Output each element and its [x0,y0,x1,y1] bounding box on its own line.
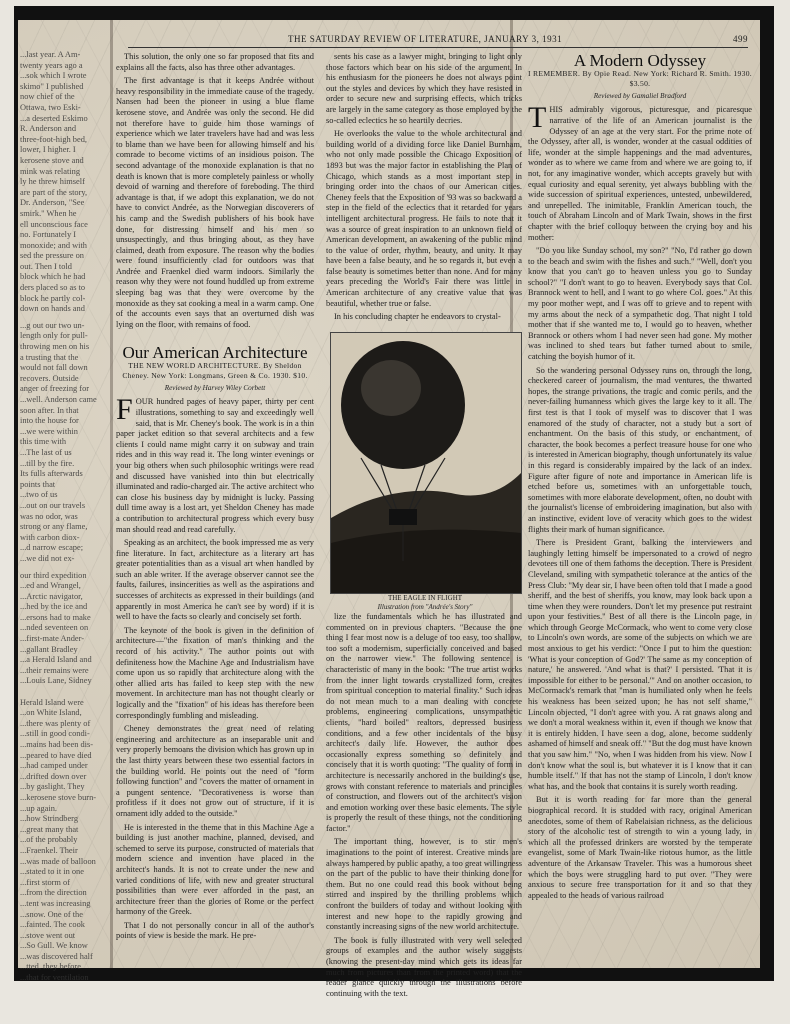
paragraph: "Do you like Sunday school, my son?" "No, I'd rather go down to the beach and swim with the fishes and such." "Well, don't you know that you can't go to heaven unless you go to Sunday school?" "I don't want to go to heaven. Everybody says that Col. Brannock went to hell, and I want to go where Col. goes." At this my poor mother wept, and I was off to grieve and to repent with my arms about the neck of a sympathetic dog. That night I told mother that if she wanted me to, I would go to heaven, whether Brannock or others whom I had never seen had gone. My mother was inclined to shed tears but father turned about to smile, catching the boyish humor of it. [528,246,752,362]
fragment-line: ...that for ventilation [20,973,89,983]
paragraph: So the wandering personal Odyssey runs on, through the long, checkered career of journalism, the mad ventures, the thwarted hopes, the strange privations, the tragic and comic perils, and the never-failing humanness which gives the large key to it all. The first test is that I took of myself was to discover that I was enamored of the study of character, not a study but a sort of enchantment. On the basis of this study, or enchantment, of character, the book becomes a perfect treasure house for one who is interested in American biography, though unfortunately its value in this regard is considerably impaired by the lack of an index. Figure after figure of note and importance in American life is etched before us, sometimes with an unforgettable touch, sometimes with more elaborate development, often, no doubt with the journalist's license of embroidering imagination, but also with an instinctive, evident love of veracity which goes to the widest flights their mark of human significance. [528,365,752,534]
fragment-line: ...stove went out [20,930,76,940]
paragraph: There is President Grant, balking the interviewers and laughingly letting himself be impersonated to a crowd of negro devotees till one of them fathoms the deception. There is President Cleveland, smiling with sympathetic tolerance at the antics of the Press Club: "My dear sir, I have been often told that I made a good sheriff, and the best of sheriffs, you know, may look back upon a time when they were rounders. Don't let my presence put restraint upon your festivities." Best of all there is the Lincoln page, in which through George McCormack, who went to come very close to Lincoln's own words, are some of the subjects on which we are most anxious to get his verdict: "Once I put to him the question: 'What is your conception of God?' The same as my conception of nature,' he answered. 'And what is that?' I persisted. 'That it is impossible for either to be personal.'" And on another occasion, to McCormack's remark that "man is humiliated only when he feels his weakness has been seized upon; he has not self shame," Lincoln objected, "I don't agree with you. A rat gnaws along and we don't a moral weakness within it, even if though we know that it is entirely hidden. I have seen a dog, alone, become suddenly ashamed of himself and sneak off." "But the dog must have known that you saw him." "No, when I was hidden from his view. Now I don't know what the soul is, but whatever it is I know that it can humble itself." If that has not the stamp of Lincoln, I don't know what has, and the book that contains it is surely worth reading. [528,538,752,791]
fragment-line: ...first-mate Ander- [20,634,85,644]
fragment-line: was no odor, was [20,511,78,521]
fragment-line: monoxide; and with [20,240,87,250]
fragment-line: ...drifted down over [20,771,87,781]
fragment-line: ...stated to it in one [20,867,84,877]
reviewer-byline: Reviewed by Gamaliel Bradford [593,91,687,100]
fragment-line: strong or any flame, [20,522,88,532]
odyssey-review [528,52,752,960]
fragment-line: our third expedition [20,570,87,580]
foreground-ground [331,530,521,593]
fragment-line: a trusting that the [20,352,79,362]
article-heading: A Modern Odyssey [573,51,707,70]
magazine-title: THE SATURDAY REVIEW OF LITERATURE, JANUARY 3, 1931 [288,34,563,44]
fragment-line: ...from the direction [20,888,87,898]
header-rule [128,47,748,48]
fragment-line: no. Fortunately I [20,230,77,240]
caption-title: THE EAGLE IN FLIGHT [387,594,463,602]
fragment-line: ...tted, they before [20,962,81,972]
paragraph: sents his case as a lawyer might, bringing to light only those factors which bear on his side of the argument. In his enthusiasm for the pioneers he does not always point out the styles and devices by which they have resisted in order to secure new and surprising effects, which tricks are largely in the same category as those employed by the so-called eclectics he so heartily decries. [326,52,522,125]
fragment-line: Its fulls afterwards [20,469,83,479]
balloon-highlight [361,360,421,416]
paragraph: The keynote of the book is given in the definition of architecture—"the fixation of man's thinking and the record of his activity." The author points out with definiteness how the Machine Age and Industrialism have come upon us so rapidly that architecture along with the other allied arts has failed to keep step with the new movement. In architecture man has not thought clearly or logically and the "fixation" of his ideas has therefore been correspondingly fumbling and misleading. [116,625,314,720]
paragraph: The important thing, however, is to stir men's imaginations to the point of interest. Creative minds are always hampered by public apathy, a too great willingness on the part of the public to have their thinking done for them. But no one could read this book without being stirred and inspired by the thrilling problems which confront the builders of today and without looking with interest and new hope to the rapidly growing and constantly increasing signs of the new world architecture. [326,837,522,932]
fragment-line: ...we were within [20,426,78,436]
fragment-line: ...was made of balloon [20,856,96,866]
fragment-line: ...on White Island, [20,708,82,718]
fragment-line: block he partly col- [20,293,86,303]
fragment-line: ...till by the fire. [20,458,75,468]
fragment-line: ell unconscious face [20,219,88,229]
running-header [128,34,748,48]
fragment-line: ...how Strindberg [20,814,79,824]
fragment-line: mink was relating [20,166,81,176]
fragment-line: ...their remains were [20,665,89,675]
fragment-line: ...Louis Lane, Sidney [20,676,92,686]
paragraph: The first advantage is that it keeps Andrée without heavy responsibility in the immediate cause of the tragedy. Nansen had been the pioneer in using a blue flame kerosene stove, and Andrée was only the second. He did not therefore have to guide him those warnings of experience which we later travelers have had and was less to blame than we have been for allowing himself and his comrade to become victims of an insidious poison. The second advantage of the monoxide explanation is that no death is known that is more completely painless or wholly devoid of warning and therefore of foreboding. The third advantage is that, if we adopt this explanation, we do not have to convict Andrée, as the Norwegian discoverers of his camp and the Swedish publishers of his book have done, for distressing himself and his men so unsuspectingly, and thus bringing about, as they have claimed, death from exposure. The reason why the bodies were found insufficiently clad for outdoors was that Andrée and Fraenkel died warm indoors. Similarly the reason why they were not found huddled up from extreme sleeping bag was that they were overcome by the monoxide as they sat cooking a meal in a warm camp. One of the accounts even says that an overturned dish was lying on the floor, with remains of food. [116,76,314,329]
fragment-line: recovers. Outside [20,373,79,383]
fragment-line: kerosene stove and [20,155,84,165]
article-heading: Our American Architecture [122,343,308,362]
fragment-line: sed the pressure on [20,251,84,261]
fragment-line: ...fainted. The cook [20,920,85,930]
fragment-line: ...The last of us [20,447,72,457]
fragment-block [20,321,104,565]
paragraph: This solution, the only one so far proposed that fits and explains all the facts, also has three other advantages. [116,52,314,72]
paragraph: He is interested in the theme that in this Machine Age a building is just another machine, planned, devised, and schemed to serve its purpose, constructed of materials that modern science and invention have placed in the architect's hands. It is not to create under the new and varied conditions of life, with new and greater structural possibilities than were ever afforded in the past, an architecture freer than the glories of Rome or the perfect harmony of the Greek. [116,822,314,917]
drop-cap: T [528,101,547,135]
fragment-line: ...peared to have died [20,750,92,760]
paragraph: lize the fundamentals which he has illustrated and commented on in previous chapters. "Because the one thing I fear most now is a deluge of too easy, too shallow, too soft a modernism, superficially conceived and based on the narrower view." The following sentence is characteristic of many in the book: "The true artist works from the inner light towards crystallized form, creates from spiritual conception to material finality." Such ideas do not mean much to a man dealing with concrete problems, engineering complications, unsympathetic clients, "hard boiled" realtors, depressed business conditions, and a few other incidentals of the busy architect's daily life. However, the author does occasionally express something so definitely and concisely that it is worth quoting: "The quality of form in architecture is necessarily anchored in the building's use, grows with constant reference to materials and principles of construction, and flowers out of the architect's vision and emotion working over these basic elements. The style is properly the result of these things, not the conditioning factor." [326,612,522,833]
fragment-line: ...had camped under [20,761,88,771]
fragment-line: ...nded seventeen on [20,623,89,633]
fold-line [110,20,113,968]
paragraph: The book is fully illustrated with very well selected groups of examples and the author wisely suggests (knowing the present-day mind which gets its ideas far much from pictures than from the printed word) that the reader glance quickly through the illustrations before continuing with the text. [326,935,522,998]
fragment-line: ...ersons had to make [20,612,91,622]
fragment-line: ...first storm of [20,877,71,887]
fragment-line: three-foot-high bed, [20,134,87,144]
article-body [528,101,752,901]
fragment-line: smirk." When he [20,208,77,218]
fragment-line: ...we did not ex- [20,553,75,563]
fragment-line: ...two of us [20,490,58,500]
fragment-line: would not fall down [20,363,88,373]
andree-conclusion-column [116,52,314,352]
fragment-line: ders placed so as to [20,283,86,293]
book-citation: I REMEMBER. By Opie Read. New York: Richard R. Smith. 1930. $3.50. [528,68,752,89]
page-number: 499 [733,34,748,44]
fragment-line: now chief of the [20,92,75,102]
architecture-review-conclusion [326,612,522,998]
paragraph: But it is worth reading for far more than the general biographical record. It is studded with racy, original American anecdotes, some of them of Rabelaisian richness, as the delicious story of the alcoholic test of strength to win a young lady, in which all the professed drinkers are worsted by the temperate evangelist, some of Mark Twain-like riotous humor, as the little adventure of the Arkansaw Traveler. This was a humorous sheet which the boys were struggling hard to put over. "They were anxious to secure free transportation for it and so that they appealed to the heads of various railroad [528,795,752,900]
fragment-line: ...snow. One of the [20,909,83,919]
fragment-line: twenty years ago a [20,60,83,70]
fragment-line: Dr. Anderson, "See [20,198,85,208]
balloon-basket [389,509,417,525]
left-fragment-column [20,50,104,983]
fragment-line: ...a deserted Eskimo [20,113,88,123]
fragment-line: R. Anderson and [20,124,77,134]
fragment-line: this time with [20,437,67,447]
article-body [116,393,314,942]
paragraph: THIS admirably vigorous, picturesque, and picaresque narrative of the life of an American journalist is the Odyssey of an age at the very start. For the prime note of the Odyssey, after all, is wonder, wonder at the casual oddities of life, wonder at the simple happenings and the mad adventures, wonder as to where we came from and where we are going to, if not, for any imaginative wonder, which accepts gravely but with equal curiosity and equal serenity, yet always bubbling with the wide succession of spiritual experiences, untested, unbewildered, and unrepelled. The inimitable, Franklin American touch, the touch of Abraham Lincoln and of Mark Twain, shows in the first chapter with the brief colloquy between the crying boy and his mother: [528,101,752,242]
fragment-line: with carbon diox- [20,532,80,542]
paragraph: He overlooks the value to the whole architectural and building world of a dividing force like Daniel Burnham, who not only made possible the Chicago Exposition of 1893 but was the major factor in establishing the Plan of Chicago, which stands as a most important step in bringing order into the chaos of our American cities. Cheney feels that the Exposition of '93 was so backward a step in the field of the eclectics that it retarded for years intelligent architectural progress. He fails to note that it was a source of great inspiration to an unknown field of American development, an awakening of the public mind to the value of order, rhythm, beauty, and unity. It may have been a false beauty, and he so regards it, but even a false beauty is sometimes better than none. And for many years preceding the World's Fair there was little in American architecture of any creative value that was beautiful, whether true or false. [326,129,522,308]
fragment-line: ...mains had been dis- [20,740,94,749]
paragraph: Speaking as an architect, the book impressed me as very fine literature. In fact, architecture as a literary art has greater potentialities than as a visual art when handled by such an able writer. If the average observer cannot see the faults, failures, insincerities as well as the aspirations and successes of architects as expressed in their buildings (and apparently in most America he can't see by word) if it is well to have the facts so clearly and concisely set forth. [116,538,314,622]
fragment-line [20,687,104,698]
fragment-line: points that [20,479,56,489]
fragment-line: ...So Gull. We know [20,941,88,951]
illustration-caption [330,594,520,612]
fragment-line: ...g out our two un- [20,320,85,330]
fragment-block [20,571,104,984]
paragraph: Cheney demonstrates the great need of relating engineering and architecture as an inseparable unit and very properly bemoans the division which has grown up in the last thirty years between these two essential factors in the building world. He points out the need of "form following function" and "covers the matter of ornament in a pungent sentence. "Decorativeness is worse than profitless if it does not grow out of structure, if it is ornament idly added to the outside." [116,724,314,818]
fragment-line: skimo" I published [20,81,84,91]
paragraph: FOUR hundred pages of heavy paper, thirty per cent illustrations, something to say and exceedingly well said, that is Mr. Cheney's book. The work is in a thin paper jacket edition so that several architects and a few clients I could name might carry it on subway and train rides and in this way read it. The long winter evenings or your big others when such philosophic writings were read and discussed have vanished into thin but electrically illuminated and radio-charged air. The active architect who can close his business day by midnight is lucky. Passing dull time away is a lost art, yet Sheldon Cheney has made a contribution to architectural progress which every busy man should read and read carefully. [116,393,314,534]
architecture-review [116,344,314,960]
fragment-line: out. Then I told [20,261,72,271]
fragment-line: lower, I higher. I [20,145,76,155]
fragment-line: throwing men on his [20,342,90,352]
architecture-review-continued [326,52,522,330]
fragment-line: ...out on our travels [20,500,86,510]
fragment-line: ...up again. [20,803,57,813]
fragment-line: ...by gaslight. They [20,782,85,792]
fragment-line: ...was discovered half [20,951,93,961]
fragment-line: ...of the probably [20,835,78,845]
reviewer-byline: Reviewed by Harvey Wiley Corbett [164,383,266,392]
fragment-line: into the house for [20,416,79,426]
fragment-line: block which he had [20,272,86,282]
fragment-line: ...last year. A Am- [20,50,81,59]
fragment-line: ...tent was increasing [20,898,91,908]
fragment-line: Herald Island were [20,697,84,707]
drop-cap: F [116,393,133,427]
fragment-line: ...hed by the ice and [20,602,88,612]
fragment-line: ...Fraenkel. Their [20,845,78,855]
caption-credit: Illustration from "Andrée's Story" [377,603,473,611]
balloon-illustration [330,332,522,594]
fragment-line: ...ed and Wrangel, [20,581,81,591]
fragment-line: ...still in good condi- [20,729,90,739]
fragment-line: ...well. Anderson came [20,395,97,404]
fragment-line: are part of the story, [20,187,88,197]
fragment-line: down on hands and [20,304,85,314]
fragment-line: ...kerosene stove burn- [20,792,97,802]
fragment-line: ...great many that [20,824,79,834]
book-citation: THE NEW WORLD ARCHITECTURE. By Sheldon Cheney. New York: Longmans, Green & Co. 1930. $10. [122,360,308,381]
fragment-line: ly he threw himself [20,177,85,187]
paragraph: That I do not personally concur in all of the author's points of view is beside the mark. He pre- [116,920,314,941]
fragment-line: ...Arctic navigator, [20,591,83,601]
fragment-line: ...there was plenty of [20,718,91,728]
fragment-line: length only for pull- [20,331,88,341]
fragment-line: ...a Herald Island and [20,655,92,665]
fragment-block [20,50,104,315]
fragment-line: ...sok which I wrote [20,71,87,81]
fragment-line: soon after. In that [20,405,79,415]
fragment-line: ...d narrow escape; [20,543,84,553]
paragraph: In his concluding chapter he endeavors to crystal- [334,312,501,322]
fragment-line: ...gallant Bradley [20,644,78,654]
fragment-line: anger of freezing for [20,384,90,394]
magazine-page [18,20,760,998]
fragment-line: Ottawa, two Eski- [20,102,81,112]
